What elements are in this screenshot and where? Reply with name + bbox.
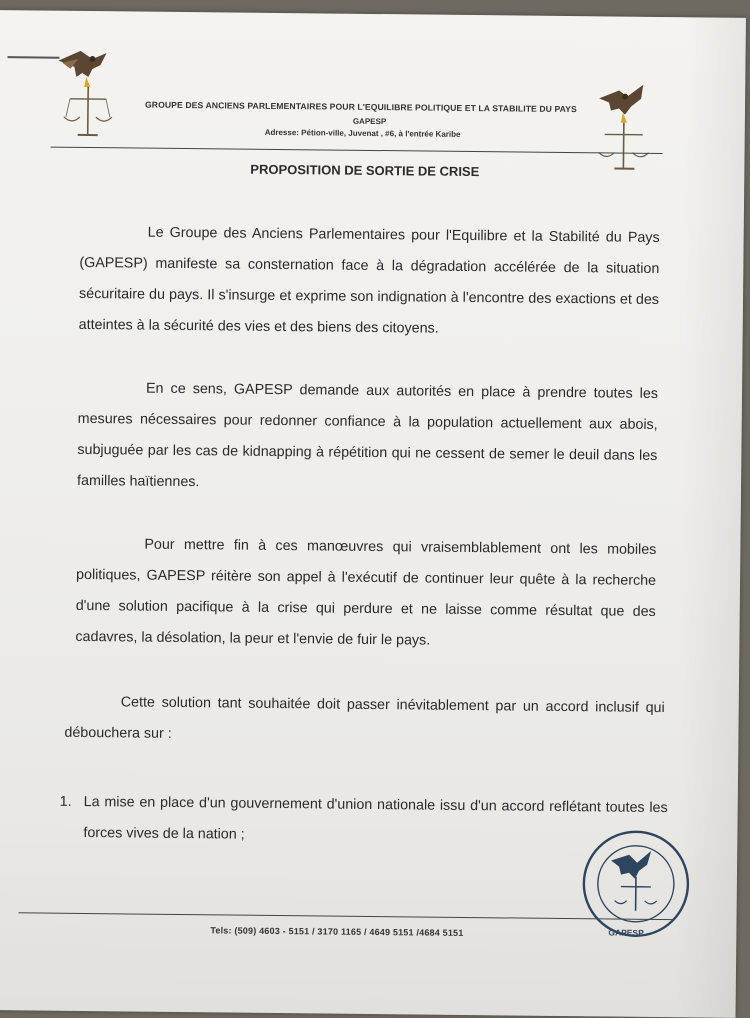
organization-stamp-seal	[580, 828, 691, 939]
paragraph-4	[64, 687, 665, 755]
document-title: PROPOSITION DE SORTIE DE CRISE	[250, 162, 479, 179]
stamp-label: GAPESP	[608, 927, 644, 937]
paragraph-2-text: En ce sens, GAPESP demande aux autorités en place à prendre toutes les mesures nécessaires pour redonner confiance à la population actuellement aux abois, subjuguée par les cas de kidnapping à répétition qui ne cessent de semer le deuil dans les familles haïtiennes.	[77, 381, 658, 491]
list-number: 1.	[60, 787, 72, 818]
paragraph-1-text: Le Groupe des Anciens Parlementaires pour l'Equilibre et la Stabilité du Pays (GAPESP) manifeste sa consternation face à la dégradation accélérée de la situation sécuritaire du pays. Il s'insurge et exprime son indignation à l'encontre des exactions et des atteintes à la sécurité des vies et des biens des citoyens.	[79, 225, 660, 337]
eagle-scales-logo-right	[590, 80, 671, 181]
organization-abbreviation: GAPESP	[353, 117, 386, 126]
header-rule	[51, 147, 663, 155]
footer-rule	[19, 912, 675, 920]
eagle-scales-logo-left	[48, 47, 139, 148]
paragraph-3	[75, 529, 656, 659]
document-page	[0, 10, 746, 1018]
list-item	[59, 787, 668, 855]
paragraph-1	[79, 217, 660, 347]
organization-name: GROUPE DES ANCIENS PARLEMENTAIRES POUR L'EQUILIBRE POLITIQUE ET LA STABILITE DU PAYS	[145, 100, 585, 115]
paragraph-4-text: Cette solution tant souhaitée doit passer inévitablement par un accord inclusif qui débouchera sur :	[64, 694, 664, 742]
paragraph-2	[77, 373, 658, 503]
list-text: La mise en place d'un gouvernement d'union nationale issu d'un accord reflétant toutes les forces vives de la nation ;	[83, 787, 668, 855]
footer-phone-numbers: Tels: (509) 4603 - 5151 / 3170 1165 / 4649 5151 /4684 5151	[210, 925, 463, 938]
organization-address: Adresse: Pétion-ville, Juvenat , #6, à l'entrée Karibe	[265, 128, 461, 139]
paragraph-3-text: Pour mettre fin à ces manœuvres qui vraisemblablement ont les mobiles politiques, GAPESP réitère son appel à l'exécutif de continuer leur quête à la recherche d'une solution pacifique à la crise qui perdure et ne laisse comme résultat que des cadavres, la désolation, la peur et l'envie de fuir le pays.	[75, 537, 656, 649]
